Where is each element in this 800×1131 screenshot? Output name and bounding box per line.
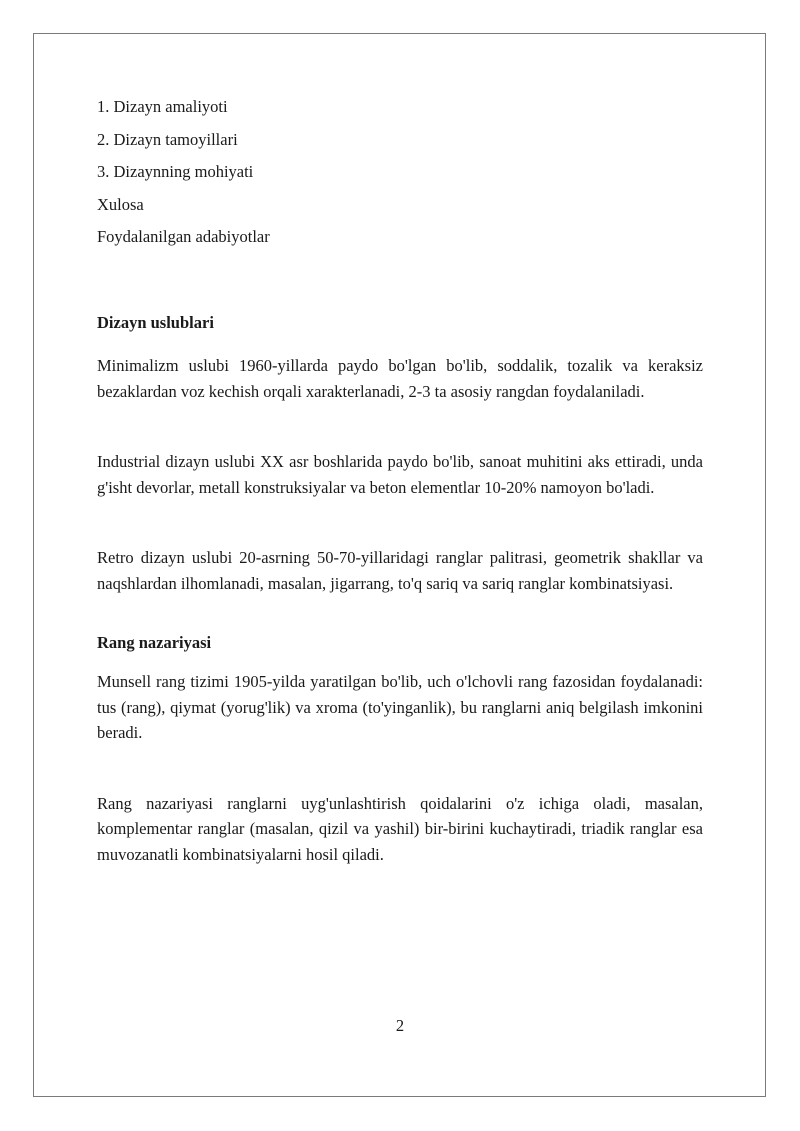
- toc-item: 3. Dizaynning mohiyati: [97, 162, 254, 181]
- document-content: [97, 96, 703, 867]
- paragraph: Munsell rang tizimi 1905-yilda yaratilgan bo'lib, uch o'lchovli rang fazosidan foydalanadi: tus (rang), qiymat (yorug'lik) va xroma (to'yinganlik), bu ranglarni aniq belgilash imkonini beradi.: [97, 672, 703, 742]
- table-of-contents: [97, 96, 703, 248]
- toc-item: Foydalanilgan adabiyotlar: [97, 227, 270, 246]
- paragraph: Rang nazariyasi ranglarni uyg'unlashtirish qoidalarini o'z ichiga oladi, masalan, komplementar ranglar (masalan, qizil va yashil) bir-birini kuchaytiradi, triadik ranglar esa muvozanatli kombinatsiyalarni hosil qiladi.: [97, 793, 703, 864]
- paragraph: Retro dizayn uslubi 20-asrning 50-70-yillaridagi ranglar palitrasi, geometrik shakllar va naqshlardan ilhomlanadi, masalan, jigarrang, to'q sariq va sariq ranglar kombinatsiyasi.: [97, 548, 703, 593]
- paragraph: Industrial dizayn uslubi XX asr boshlarida paydo bo'lib, sanoat muhitini aks ettiradi, unda g'isht devorlar, metall konstruksiyalar va beton elementlar 10-20% namoyon bo'ladi.: [97, 452, 703, 497]
- section-heading-dizayn-uslublari: Dizayn uslublari: [97, 313, 214, 332]
- toc-item: 2. Dizayn tamoyillari: [97, 129, 238, 149]
- toc-item: 1. Dizayn amaliyoti: [97, 97, 228, 116]
- toc-item: Xulosa: [97, 194, 144, 214]
- section-heading-rang-nazariyasi: Rang nazariyasi: [97, 633, 212, 652]
- paragraph: Minimalizm uslubi 1960-yillarda paydo bo'lgan bo'lib, soddalik, tozalik va keraksiz bezaklardan voz kechish orqali xarakterlanadi, 2-3 ta asosiy rangdan foydalaniladi.: [97, 356, 703, 401]
- page-number: 2: [395, 1016, 405, 1035]
